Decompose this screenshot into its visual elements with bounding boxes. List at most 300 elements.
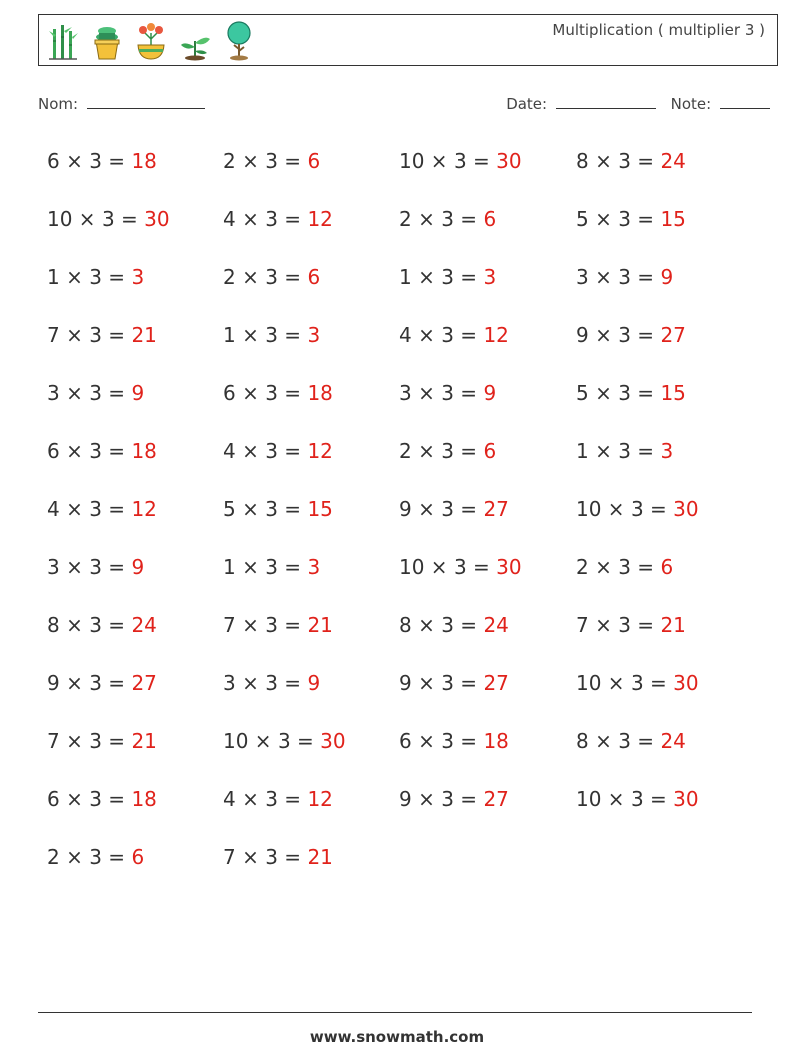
equals-sign: = — [453, 265, 484, 289]
problem-item — [399, 783, 509, 815]
multiplicand: 9 — [399, 671, 412, 695]
problem-item — [223, 261, 320, 293]
answer: 27 — [483, 671, 509, 695]
multiplier: 3 — [453, 555, 467, 579]
times-sign: × — [588, 265, 619, 289]
multiplier: 3 — [618, 613, 631, 637]
problem-item — [576, 435, 673, 467]
multiplicand: 10 — [576, 787, 602, 811]
answer: 18 — [131, 439, 157, 463]
equals-sign: = — [453, 729, 484, 753]
times-sign: × — [588, 439, 619, 463]
problem-item — [47, 319, 157, 351]
multiplicand: 8 — [399, 613, 412, 637]
equals-sign: = — [101, 439, 132, 463]
problem-item — [223, 203, 333, 235]
answer: 6 — [307, 265, 321, 289]
times-sign: × — [235, 323, 266, 347]
equals-sign: = — [277, 439, 308, 463]
equals-sign: = — [453, 207, 484, 231]
multiplier: 3 — [441, 613, 454, 637]
problem-item — [399, 261, 496, 293]
problem-item — [399, 667, 509, 699]
equals-sign: = — [114, 207, 145, 231]
answer: 15 — [660, 207, 686, 231]
multiplier: 3 — [89, 729, 102, 753]
equals-sign: = — [466, 555, 497, 579]
multiplier: 3 — [265, 671, 278, 695]
multiplier: 3 — [630, 497, 644, 521]
worksheet-title: Multiplication ( multiplier 3 ) — [552, 21, 765, 39]
times-sign: × — [588, 323, 619, 347]
times-sign: × — [72, 207, 102, 231]
multiplier: 3 — [265, 555, 278, 579]
bamboo-icon — [45, 19, 81, 63]
multiplier: 3 — [265, 149, 278, 173]
multiplicand: 6 — [223, 381, 236, 405]
equals-sign: = — [101, 265, 132, 289]
name-field[interactable] — [38, 94, 205, 113]
times-sign: × — [235, 671, 266, 695]
times-sign: × — [59, 845, 90, 869]
problem-item — [47, 725, 157, 757]
times-sign: × — [235, 381, 266, 405]
equals-sign: = — [453, 671, 484, 695]
problem-item — [47, 203, 170, 235]
equals-sign: = — [101, 381, 132, 405]
multiplier: 3 — [265, 787, 278, 811]
equals-sign: = — [277, 497, 308, 521]
problem-item — [399, 319, 509, 351]
times-sign: × — [588, 149, 619, 173]
times-sign: × — [411, 265, 442, 289]
answer: 12 — [483, 323, 509, 347]
equals-sign: = — [643, 671, 674, 695]
equals-sign: = — [453, 613, 484, 637]
problem-item — [576, 609, 686, 641]
times-sign: × — [235, 439, 266, 463]
equals-sign: = — [277, 787, 308, 811]
multiplicand: 7 — [223, 613, 236, 637]
problem-item — [399, 145, 522, 177]
problem-item — [576, 203, 686, 235]
potted-plant-icon — [89, 19, 125, 63]
header-icons — [45, 19, 257, 63]
multiplicand: 8 — [47, 613, 60, 637]
equals-sign: = — [101, 149, 132, 173]
problem-item — [223, 319, 320, 351]
equals-sign: = — [630, 381, 661, 405]
multiplier: 3 — [618, 149, 631, 173]
times-sign: × — [59, 323, 90, 347]
multiplicand: 5 — [576, 207, 589, 231]
answer: 21 — [131, 323, 157, 347]
problem-item — [576, 319, 686, 351]
answer: 9 — [131, 555, 145, 579]
multiplier: 3 — [441, 323, 454, 347]
answer: 30 — [144, 207, 170, 231]
problem-item — [399, 725, 509, 757]
multiplier: 3 — [441, 497, 454, 521]
answer: 15 — [307, 497, 333, 521]
multiplicand: 6 — [399, 729, 412, 753]
answer: 9 — [660, 265, 674, 289]
problem-item — [223, 725, 346, 757]
problem-item — [47, 841, 144, 873]
times-sign: × — [235, 207, 266, 231]
times-sign: × — [588, 729, 619, 753]
problem-item — [399, 609, 509, 641]
answer: 27 — [131, 671, 157, 695]
problem-item — [576, 261, 673, 293]
times-sign: × — [59, 613, 90, 637]
answer: 21 — [131, 729, 157, 753]
answer: 6 — [660, 555, 674, 579]
multiplicand: 9 — [47, 671, 60, 695]
multiplier: 3 — [618, 729, 631, 753]
times-sign: × — [235, 787, 266, 811]
problem-item — [47, 783, 157, 815]
tree-icon — [221, 19, 257, 63]
answer: 30 — [496, 555, 522, 579]
problem-item — [223, 493, 333, 525]
times-sign: × — [424, 149, 454, 173]
multiplicand: 10 — [576, 671, 602, 695]
name-blank[interactable] — [87, 94, 205, 109]
multiplier: 3 — [618, 323, 631, 347]
multiplicand: 3 — [223, 671, 236, 695]
multiplicand: 6 — [47, 787, 60, 811]
answer: 6 — [483, 439, 497, 463]
answer: 9 — [483, 381, 497, 405]
answer: 24 — [660, 729, 686, 753]
equals-sign: = — [101, 845, 132, 869]
equals-sign: = — [630, 323, 661, 347]
multiplier: 3 — [441, 729, 454, 753]
problem-item — [47, 435, 157, 467]
problem-item — [576, 145, 686, 177]
problem-item — [399, 435, 496, 467]
times-sign: × — [588, 613, 619, 637]
equals-sign: = — [277, 323, 308, 347]
problem-item — [47, 145, 157, 177]
multiplicand: 10 — [399, 149, 425, 173]
grade-blank[interactable] — [720, 94, 770, 109]
equals-sign: = — [630, 555, 661, 579]
equals-sign: = — [277, 845, 308, 869]
multiplicand: 7 — [47, 729, 60, 753]
multiplier: 3 — [630, 787, 644, 811]
answer: 18 — [131, 149, 157, 173]
answer: 9 — [131, 381, 145, 405]
times-sign: × — [411, 381, 442, 405]
answer: 30 — [673, 497, 699, 521]
multiplicand: 10 — [399, 555, 425, 579]
equals-sign: = — [101, 323, 132, 347]
date-grade-fields — [506, 94, 770, 113]
times-sign: × — [59, 787, 90, 811]
multiplicand: 10 — [576, 497, 602, 521]
equals-sign: = — [453, 439, 484, 463]
answer: 30 — [673, 787, 699, 811]
times-sign: × — [411, 439, 442, 463]
equals-sign: = — [453, 497, 484, 521]
answer: 3 — [131, 265, 145, 289]
multiplier: 3 — [265, 265, 278, 289]
equals-sign: = — [277, 613, 308, 637]
multiplier: 3 — [89, 497, 102, 521]
equals-sign: = — [290, 729, 321, 753]
times-sign: × — [588, 381, 619, 405]
multiplier: 3 — [265, 845, 278, 869]
multiplier: 3 — [277, 729, 291, 753]
multiplier: 3 — [265, 439, 278, 463]
times-sign: × — [59, 729, 90, 753]
problem-item — [223, 551, 320, 583]
times-sign: × — [424, 555, 454, 579]
times-sign: × — [601, 787, 631, 811]
problem-item — [576, 551, 673, 583]
multiplier: 3 — [89, 613, 102, 637]
equals-sign: = — [101, 671, 132, 695]
seedling-icon — [177, 19, 213, 63]
problem-item — [47, 377, 144, 409]
answer: 27 — [483, 787, 509, 811]
answer: 3 — [307, 323, 321, 347]
answer: 30 — [673, 671, 699, 695]
problem-item — [399, 493, 509, 525]
multiplicand: 9 — [399, 497, 412, 521]
grade-label: Note: — [670, 95, 712, 113]
times-sign: × — [235, 265, 266, 289]
multiplier: 3 — [618, 439, 631, 463]
answer: 30 — [320, 729, 346, 753]
equals-sign: = — [277, 207, 308, 231]
equals-sign: = — [101, 729, 132, 753]
problem-item — [399, 551, 522, 583]
times-sign: × — [235, 149, 266, 173]
multiplicand: 6 — [47, 149, 60, 173]
problem-item — [47, 493, 157, 525]
multiplier: 3 — [618, 555, 631, 579]
equals-sign: = — [453, 323, 484, 347]
multiplier: 3 — [89, 381, 102, 405]
times-sign: × — [601, 671, 631, 695]
multiplicand: 10 — [47, 207, 73, 231]
problem-item — [576, 493, 699, 525]
answer: 21 — [660, 613, 686, 637]
answer: 30 — [496, 149, 522, 173]
times-sign: × — [411, 613, 442, 637]
multiplicand: 7 — [47, 323, 60, 347]
problem-item — [576, 667, 699, 699]
times-sign: × — [235, 497, 266, 521]
multiplier: 3 — [89, 149, 102, 173]
equals-sign: = — [277, 671, 308, 695]
multiplicand: 10 — [223, 729, 249, 753]
times-sign: × — [59, 439, 90, 463]
answer: 12 — [307, 439, 333, 463]
answer: 27 — [660, 323, 686, 347]
multiplier: 3 — [441, 671, 454, 695]
date-label: Date: — [506, 95, 548, 113]
answer: 27 — [483, 497, 509, 521]
multiplier: 3 — [265, 207, 278, 231]
problem-item — [576, 783, 699, 815]
times-sign: × — [411, 497, 442, 521]
multiplier: 3 — [89, 671, 102, 695]
multiplicand: 5 — [576, 381, 589, 405]
times-sign: × — [235, 555, 266, 579]
answer: 24 — [131, 613, 157, 637]
answer: 21 — [307, 613, 333, 637]
answer: 12 — [131, 497, 157, 521]
times-sign: × — [59, 497, 90, 521]
multiplier: 3 — [441, 381, 454, 405]
multiplier: 3 — [89, 265, 102, 289]
multiplier: 3 — [441, 787, 454, 811]
problem-item — [223, 435, 333, 467]
equals-sign: = — [101, 497, 132, 521]
multiplicand: 7 — [223, 845, 236, 869]
worksheet-header — [38, 14, 778, 66]
multiplicand: 3 — [399, 381, 412, 405]
multiplier: 3 — [630, 671, 644, 695]
times-sign: × — [411, 207, 442, 231]
name-label: Nom: — [38, 95, 79, 113]
equals-sign: = — [453, 381, 484, 405]
multiplier: 3 — [89, 439, 102, 463]
multiplicand: 5 — [223, 497, 236, 521]
answer: 12 — [307, 787, 333, 811]
times-sign: × — [59, 381, 90, 405]
equals-sign: = — [277, 555, 308, 579]
times-sign: × — [411, 323, 442, 347]
answer: 6 — [131, 845, 145, 869]
equals-sign: = — [643, 497, 674, 521]
problem-item — [223, 145, 320, 177]
times-sign: × — [411, 671, 442, 695]
answer: 12 — [307, 207, 333, 231]
multiplicand: 4 — [223, 787, 236, 811]
multiplicand: 1 — [576, 439, 589, 463]
equals-sign: = — [630, 729, 661, 753]
answer: 18 — [483, 729, 509, 753]
multiplicand: 4 — [223, 207, 236, 231]
problem-item — [47, 551, 144, 583]
times-sign: × — [411, 787, 442, 811]
problem-item — [399, 203, 496, 235]
problem-item — [223, 377, 333, 409]
times-sign: × — [248, 729, 278, 753]
footer-divider — [38, 1012, 752, 1013]
problem-item — [47, 609, 157, 641]
multiplier: 3 — [441, 207, 454, 231]
multiplicand: 4 — [399, 323, 412, 347]
multiplicand: 1 — [223, 555, 236, 579]
times-sign: × — [59, 555, 90, 579]
times-sign: × — [235, 613, 266, 637]
equals-sign: = — [466, 149, 497, 173]
times-sign: × — [235, 845, 266, 869]
multiplicand: 2 — [223, 265, 236, 289]
multiplicand: 3 — [576, 265, 589, 289]
problem-item — [47, 667, 157, 699]
problem-item — [576, 725, 686, 757]
multiplicand: 6 — [47, 439, 60, 463]
problem-item — [223, 609, 333, 641]
multiplier: 3 — [441, 439, 454, 463]
multiplicand: 7 — [576, 613, 589, 637]
multiplicand: 9 — [399, 787, 412, 811]
equals-sign: = — [101, 555, 132, 579]
multiplier: 3 — [453, 149, 467, 173]
times-sign: × — [59, 149, 90, 173]
multiplicand: 2 — [47, 845, 60, 869]
equals-sign: = — [630, 207, 661, 231]
equals-sign: = — [630, 439, 661, 463]
multiplicand: 4 — [47, 497, 60, 521]
multiplicand: 1 — [223, 323, 236, 347]
answer: 21 — [307, 845, 333, 869]
times-sign: × — [411, 729, 442, 753]
multiplier: 3 — [101, 207, 115, 231]
multiplier: 3 — [89, 323, 102, 347]
multiplier: 3 — [618, 265, 631, 289]
problem-item — [223, 667, 320, 699]
answer: 24 — [483, 613, 509, 637]
answer: 3 — [660, 439, 674, 463]
equals-sign: = — [643, 787, 674, 811]
times-sign: × — [588, 207, 619, 231]
answer: 6 — [483, 207, 497, 231]
times-sign: × — [588, 555, 619, 579]
answer: 15 — [660, 381, 686, 405]
multiplier: 3 — [618, 381, 631, 405]
equals-sign: = — [630, 613, 661, 637]
multiplier: 3 — [89, 555, 102, 579]
problem-item — [223, 841, 333, 873]
multiplier: 3 — [265, 381, 278, 405]
answer: 6 — [307, 149, 321, 173]
equals-sign: = — [277, 149, 308, 173]
multiplicand: 3 — [47, 381, 60, 405]
date-blank[interactable] — [556, 94, 656, 109]
problem-item — [399, 377, 496, 409]
multiplicand: 8 — [576, 729, 589, 753]
answer: 18 — [131, 787, 157, 811]
multiplier: 3 — [265, 323, 278, 347]
equals-sign: = — [101, 787, 132, 811]
multiplicand: 8 — [576, 149, 589, 173]
multiplier: 3 — [89, 787, 102, 811]
multiplier: 3 — [265, 497, 278, 521]
multiplier: 3 — [618, 207, 631, 231]
equals-sign: = — [277, 265, 308, 289]
multiplier: 3 — [89, 845, 102, 869]
multiplicand: 9 — [576, 323, 589, 347]
multiplier: 3 — [265, 613, 278, 637]
problem-item — [576, 377, 686, 409]
answer: 3 — [307, 555, 321, 579]
equals-sign: = — [630, 265, 661, 289]
multiplicand: 2 — [223, 149, 236, 173]
answer: 24 — [660, 149, 686, 173]
flower-pot-icon — [133, 19, 169, 63]
footer-url[interactable]: www.snowmath.com — [309, 1028, 485, 1046]
multiplicand: 2 — [399, 439, 412, 463]
equals-sign: = — [277, 381, 308, 405]
